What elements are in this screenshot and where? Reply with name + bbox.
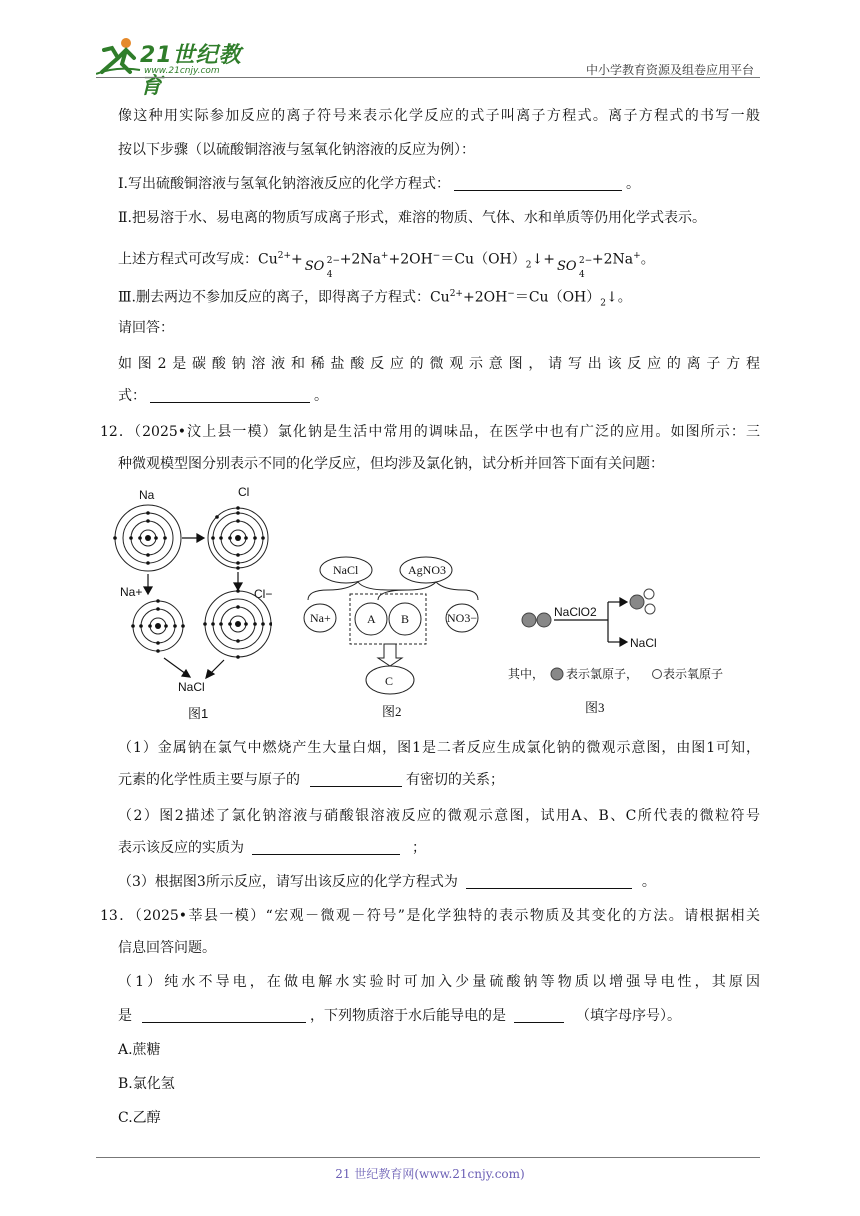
no3-ion-label: NO3− — [447, 611, 478, 625]
eq-cu: Cu — [258, 251, 278, 268]
footer-rule — [96, 1157, 760, 1158]
nacl-product-label: NaCl — [630, 636, 657, 650]
eq-product-subscript: 2 — [600, 298, 606, 309]
fig2-caption: 图2 — [382, 704, 402, 719]
ask-label: 请回答： — [118, 320, 174, 336]
particle-b-label: B — [401, 612, 410, 626]
answer-blank[interactable] — [466, 874, 632, 889]
question-12-2: （2）图2描述了氯化钠溶液与硝酸银溶液反应的微观示意图，试用A、B、C所代表的微粒符号 — [118, 808, 760, 824]
runner-logo-icon — [96, 36, 142, 76]
question-13: 13．（2025•莘县一模）“宏观－微观－符号”是化学独特的表示物质及其变化的方法。请根据相关 — [100, 908, 760, 924]
eq-na: +2Na — [339, 251, 381, 268]
eq-end: 。 — [617, 289, 632, 306]
question-13-1: （1）纯水不导电，在做电解水实验时可加入少量硫酸钠等物质以增强导电性，其原因 — [118, 974, 760, 990]
answer-blank[interactable] — [454, 176, 622, 191]
fig3-caption: 图3 — [585, 700, 605, 715]
eq-end: 。 — [640, 251, 655, 268]
step-1 — [118, 174, 640, 194]
option-a: A.蔗糖 — [118, 1042, 161, 1058]
na-label: Na — [139, 488, 155, 502]
sulfate-charge: 2− — [578, 255, 593, 266]
q12-2-text: 表示该反应的实质为 — [118, 840, 244, 856]
question-13-1-line2 — [118, 1006, 681, 1026]
oxygen-atom-icon — [653, 670, 662, 679]
sulfate-ion — [556, 255, 593, 280]
legend-oxygen: 表示氧原子 — [663, 667, 724, 681]
particle-c-label: C — [385, 674, 394, 688]
rewrite-label: 上述方程式可改写成： — [118, 251, 258, 268]
answer-blank[interactable] — [150, 388, 310, 403]
sulfate-symbol: SO — [304, 258, 325, 274]
fig2-question-2 — [118, 386, 328, 406]
eq-oh-charge: − — [507, 289, 515, 299]
cl-label: Cl — [238, 485, 250, 499]
eq-cu-charge: 2+ — [449, 289, 463, 299]
eq-oh-charge: − — [432, 251, 441, 261]
chlorine-atom-icon — [551, 668, 563, 680]
brand-url: www.21cnjy.com — [144, 66, 220, 76]
fig2-question: 如图2是碳酸钠溶液和稀盐酸反应的微观示意图，请写出该反应的离子方程 — [118, 356, 760, 372]
sulfate-charge: 2− — [326, 255, 341, 266]
eq-product-subscript: 2 — [525, 260, 532, 271]
eq-plus: + — [543, 251, 555, 268]
site-logo — [96, 36, 256, 99]
particle-a-label: A — [367, 612, 376, 626]
nacl-label: NaCl — [333, 563, 359, 577]
step-1-text: Ⅰ.写出硫酸铜溶液与氢氧化钠溶液反应的化学方程式： — [118, 176, 450, 192]
fig2-question-label: 式： — [118, 388, 146, 404]
answer-blank[interactable] — [142, 1008, 306, 1023]
fig1-caption: 图1 — [188, 706, 209, 721]
q12-3-end: 。 — [641, 874, 656, 890]
precipitate-arrow: ↓ — [606, 289, 618, 306]
eq-na: +2Na — [591, 251, 634, 268]
eq-product: ＝Cu（OH） — [514, 289, 601, 306]
question-12-2-line2 — [118, 838, 426, 858]
option-b: B.氯化氢 — [118, 1076, 175, 1092]
answer-blank[interactable] — [310, 772, 402, 787]
option-c: C.乙醇 — [118, 1110, 161, 1126]
page-footer[interactable]: 21 世纪教育网(www.21cnjy.com) — [335, 1167, 525, 1181]
answer-blank[interactable] — [252, 840, 400, 855]
page-header — [96, 30, 760, 99]
q13-1-end: （填字母序号）。 — [576, 1008, 681, 1024]
question-13-line2: 信息回答问题。 — [118, 940, 216, 956]
legend-prefix: 其中， — [508, 667, 545, 681]
question-12: 12．（2025•汶上县一模）氯化钠是生活中常用的调味品，在医学中也有广泛的应用。如图所示：三 — [100, 424, 760, 440]
sulfate-subscript: 4 — [326, 269, 333, 280]
q12-1-end: 有密切的关系； — [406, 772, 504, 788]
q13-1-text: 是 — [118, 1008, 132, 1024]
sulfate-ion — [304, 255, 341, 280]
paragraph-line: 像这种用实际参加反应的离子符号来表示化学反应的式子叫离子方程式。离子方程式的书写一般 — [118, 108, 760, 124]
eq-na-charge: + — [633, 251, 641, 261]
sulfate-subscript: 4 — [578, 269, 585, 280]
eq-oh: +2OH — [462, 289, 508, 306]
na-ion-label: Na+ — [120, 585, 143, 599]
precipitate-arrow: ↓ — [531, 251, 544, 268]
q12-2-end: ； — [412, 840, 426, 856]
q12-3-text: （3）根据图3所示反应，请写出该反应的化学方程式为 — [118, 874, 458, 890]
eq-plus: + — [291, 251, 303, 268]
eq-cu-charge: 2+ — [277, 251, 292, 261]
question-12-1-line2 — [118, 770, 504, 790]
eq-cu: Cu — [429, 289, 450, 306]
header-rule — [96, 77, 760, 78]
q13-1-mid: ，下列物质溶于水后能导电的是 — [310, 1008, 506, 1024]
answer-blank[interactable] — [514, 1008, 564, 1023]
nacl-product-label: NaCl — [178, 680, 205, 694]
legend-chlorine: 表示氯原子， — [566, 667, 639, 681]
ionic-rewrite — [118, 246, 655, 280]
step-3-text: Ⅲ.删去两边不参加反应的离子，即得离子方程式： — [118, 289, 430, 306]
fig2-question-end: 。 — [314, 388, 328, 404]
step-1-end: 。 — [625, 176, 640, 192]
eq-product: ＝Cu（OH） — [440, 251, 526, 268]
eq-na-charge: + — [380, 251, 389, 261]
naclo2-label: NaClO2 — [554, 605, 597, 619]
brand-name: 21世纪教育 — [140, 43, 242, 99]
question-12-3 — [118, 872, 656, 892]
figure-2 — [298, 552, 488, 722]
cl-ion-label: Cl− — [254, 587, 272, 601]
figure-3 — [508, 572, 748, 717]
eq-oh: +2OH — [388, 251, 433, 268]
sulfate-symbol: SO — [556, 258, 577, 274]
agno3-label: AgNO3 — [408, 563, 446, 577]
question-12-line2: 种微观模型图分别表示不同的化学反应，但均涉及氯化钠，试分析并回答下面有关问题： — [118, 456, 664, 472]
platform-title: 中小学教育资源及组卷应用平台 — [585, 63, 754, 77]
step-3 — [118, 284, 632, 313]
figure-1 — [112, 482, 272, 722]
q12-1-text: 元素的化学性质主要与原子的 — [118, 772, 300, 788]
question-12-1: （1）金属钠在氯气中燃烧产生大量白烟，图1是二者反应生成氯化钠的微观示意图，由图1可知， — [118, 740, 760, 756]
paragraph-line: 按以下步骤（以硫酸铜溶液与氢氧化钠溶液的反应为例）： — [118, 142, 475, 158]
step-2: Ⅱ.把易溶于水、易电离的物质写成离子形式，难溶的物质、气体、水和单质等仍用化学式表示。 — [118, 210, 706, 226]
na-ion-label: Na+ — [310, 611, 331, 625]
